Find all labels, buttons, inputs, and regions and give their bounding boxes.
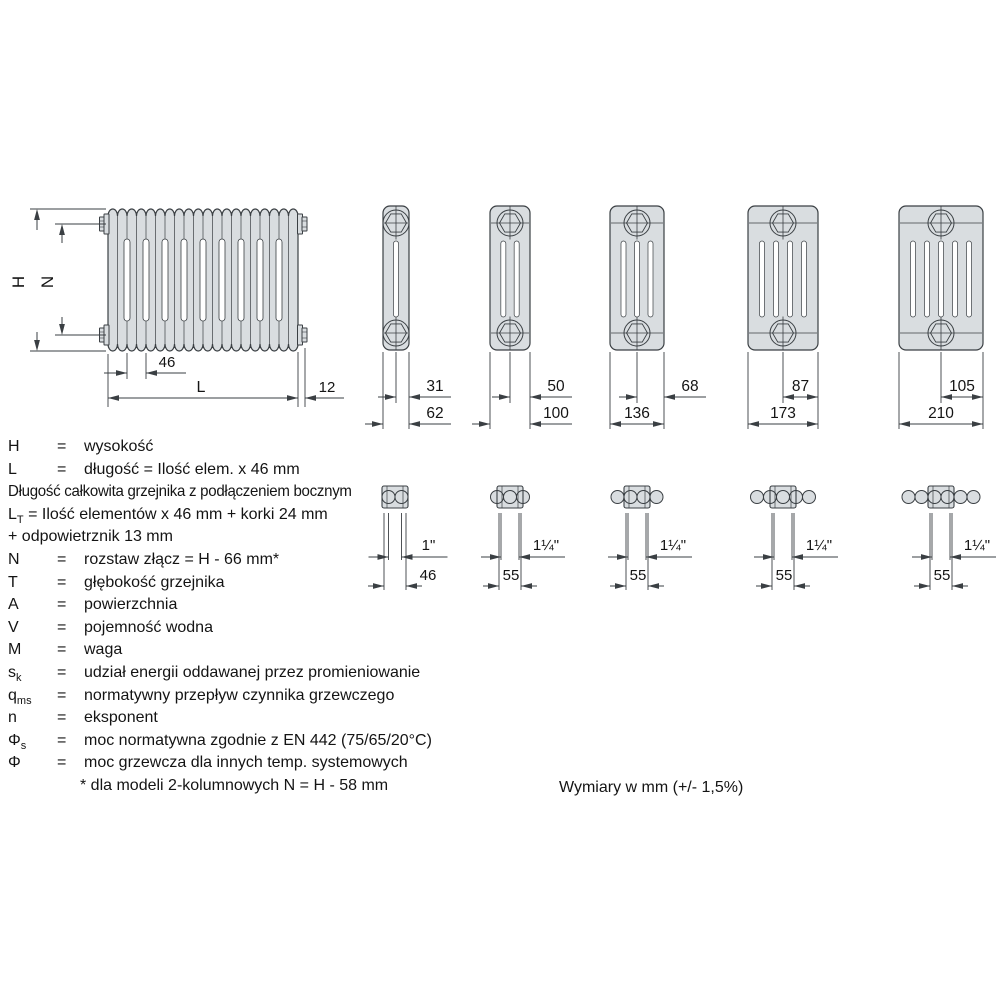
dim-label-element-width: 46 bbox=[158, 354, 176, 371]
tube-top-circle bbox=[624, 491, 637, 504]
tube-top-circle bbox=[650, 491, 663, 504]
tube-top-circle bbox=[954, 491, 967, 504]
tube-top-circle bbox=[777, 491, 790, 504]
cross-section-5-column bbox=[748, 206, 818, 429]
dim-label-element-width: 55 bbox=[933, 567, 951, 584]
equals-sign: = bbox=[57, 686, 67, 704]
legend-description: normatywny przepływ czynnika grzewczego bbox=[84, 686, 395, 704]
top-view-6-column bbox=[902, 486, 996, 590]
dim-label-half-depth: 31 bbox=[426, 378, 444, 395]
legend-text: $L_T$ = Ilość elementów x 46 mm + korki 24 mm bbox=[8, 505, 328, 526]
dim-label-full-depth: 210 bbox=[928, 405, 954, 422]
legend-text: + odpowietrznik 13 mm bbox=[8, 528, 173, 546]
tube-top-circle bbox=[967, 491, 980, 504]
legend-row-V bbox=[8, 617, 432, 640]
equals-sign: = bbox=[57, 641, 67, 659]
legend-symbol: A bbox=[8, 596, 19, 614]
legend-description: eksponent bbox=[84, 709, 158, 727]
legend-description: głębokość grzejnika bbox=[84, 573, 225, 591]
tube-top-circle bbox=[751, 491, 764, 504]
equals-sign: = bbox=[57, 438, 67, 455]
legend-symbol: T bbox=[8, 573, 18, 591]
legend-text: Długość całkowita grzejnika z podłączeniem bocznym bbox=[8, 483, 352, 501]
dim-label-element-width: 46 bbox=[419, 567, 437, 584]
dim-label-connection-size: 1¼" bbox=[532, 537, 560, 554]
legend-row-n bbox=[8, 707, 432, 730]
dim-label-full-depth: 62 bbox=[426, 405, 444, 422]
equals-sign: = bbox=[57, 709, 67, 727]
legend-row-T bbox=[8, 572, 432, 595]
legend-description: długość = Ilość elem. x 46 mm bbox=[84, 460, 300, 478]
cross-section-3-column bbox=[472, 206, 572, 429]
dim-label-half-depth: 87 bbox=[791, 378, 810, 395]
legend-row-total-length-note bbox=[8, 481, 432, 504]
top-view-3-column bbox=[481, 486, 565, 590]
equals-sign: = bbox=[57, 550, 67, 568]
legend-row-H bbox=[8, 436, 432, 459]
legend-row-A bbox=[8, 594, 432, 617]
equals-sign: = bbox=[57, 460, 67, 478]
tube-top-circle bbox=[504, 491, 517, 504]
tube-top-circle bbox=[803, 491, 816, 504]
legend-symbol: H bbox=[8, 438, 20, 455]
dim-label-connection-size: 1" bbox=[421, 537, 436, 554]
cross-section-2-column bbox=[365, 206, 451, 429]
dim-label-full-depth: 173 bbox=[770, 405, 796, 422]
top-view-4-column bbox=[608, 486, 692, 590]
dim-label-connection-size: 1¼" bbox=[963, 537, 991, 554]
radiator-front-view bbox=[9, 209, 344, 407]
legend-symbol: q bbox=[8, 686, 17, 704]
legend-row-footnote bbox=[8, 775, 432, 798]
dim-label-height: H bbox=[9, 275, 28, 289]
tube-top-circle bbox=[902, 491, 915, 504]
legend-description: udział energii oddawanej przez promieniowanie bbox=[84, 663, 421, 681]
cross-section-4-column bbox=[610, 206, 706, 429]
legend-description: moc normatywna zgodnie z EN 442 (75/65/20°C) bbox=[84, 731, 432, 749]
tube-top-circle bbox=[637, 491, 650, 504]
legend-row-L bbox=[8, 459, 432, 482]
symbol-legend bbox=[8, 436, 432, 798]
dim-label-full-depth: 100 bbox=[543, 405, 569, 422]
legend-symbol: Φ bbox=[8, 731, 21, 749]
legend-symbol: s bbox=[8, 663, 16, 681]
legend-description: powierzchnia bbox=[84, 596, 178, 614]
tube-top-circle bbox=[941, 491, 954, 504]
dim-label-extension: 12 bbox=[318, 379, 336, 396]
legend-symbol: V bbox=[8, 618, 19, 636]
legend-row-sk: $s_k$ = udział energii oddawanej przez promieniowanie bbox=[8, 663, 421, 685]
legend-row-phi bbox=[8, 752, 432, 775]
top-view-5-column bbox=[751, 486, 839, 590]
legend-symbol: M bbox=[8, 641, 22, 659]
legend-description: pojemność wodna bbox=[84, 618, 213, 636]
dim-label-length: L bbox=[196, 379, 206, 396]
legend-row-phi-s: $\Phi_s$ = moc normatywna zgodnie z EN 442 (75/65/20°C) bbox=[8, 731, 432, 752]
legend-row-N bbox=[8, 549, 432, 572]
equals-sign: = bbox=[57, 663, 67, 681]
legend-symbol: N bbox=[8, 550, 20, 568]
dim-label-connection-size: 1¼" bbox=[659, 537, 687, 554]
legend-row-M bbox=[8, 639, 432, 662]
legend-symbol: L bbox=[8, 460, 17, 478]
dim-label-connection-size: 1¼" bbox=[805, 537, 833, 554]
dim-label-node-pitch: N bbox=[38, 275, 57, 289]
cross-section-6-column bbox=[899, 206, 983, 429]
equals-sign: = bbox=[57, 618, 67, 636]
dim-label-element-width: 55 bbox=[502, 567, 520, 584]
legend-description: rozstaw złącz = H - 66 mm* bbox=[84, 550, 280, 568]
legend-text: * dla modeli 2-kolumnowych N = H - 58 mm bbox=[80, 776, 389, 794]
legend-description: moc grzewcza dla innych temp. systemowych bbox=[84, 754, 408, 772]
legend-row-qms: $q_{ms}$ = normatywny przepływ czynnika grzewczego bbox=[8, 686, 395, 707]
dim-label-half-depth: 105 bbox=[949, 378, 975, 395]
equals-sign: = bbox=[57, 596, 67, 614]
tube-top-circle bbox=[928, 491, 941, 504]
dim-label-full-depth: 136 bbox=[624, 405, 650, 422]
dimensions-tolerance-note: Wymiary w mm (+/- 1,5%) bbox=[559, 779, 744, 796]
dim-label-half-depth: 68 bbox=[681, 378, 699, 395]
legend-description: waga bbox=[84, 641, 123, 659]
legend-symbol: n bbox=[8, 709, 17, 727]
equals-sign: = bbox=[57, 573, 67, 591]
legend-description: wysokość bbox=[84, 438, 154, 455]
tube-top-circle bbox=[611, 491, 624, 504]
dim-label-half-depth: 50 bbox=[547, 378, 565, 395]
legend-row-LT bbox=[8, 504, 432, 527]
equals-sign: = bbox=[57, 731, 67, 749]
legend-symbol: Φ bbox=[8, 754, 21, 772]
equals-sign: = bbox=[57, 754, 67, 772]
tube-top-circle bbox=[915, 491, 928, 504]
dim-label-element-width: 55 bbox=[775, 567, 793, 584]
dim-label-element-width: 55 bbox=[629, 567, 647, 584]
